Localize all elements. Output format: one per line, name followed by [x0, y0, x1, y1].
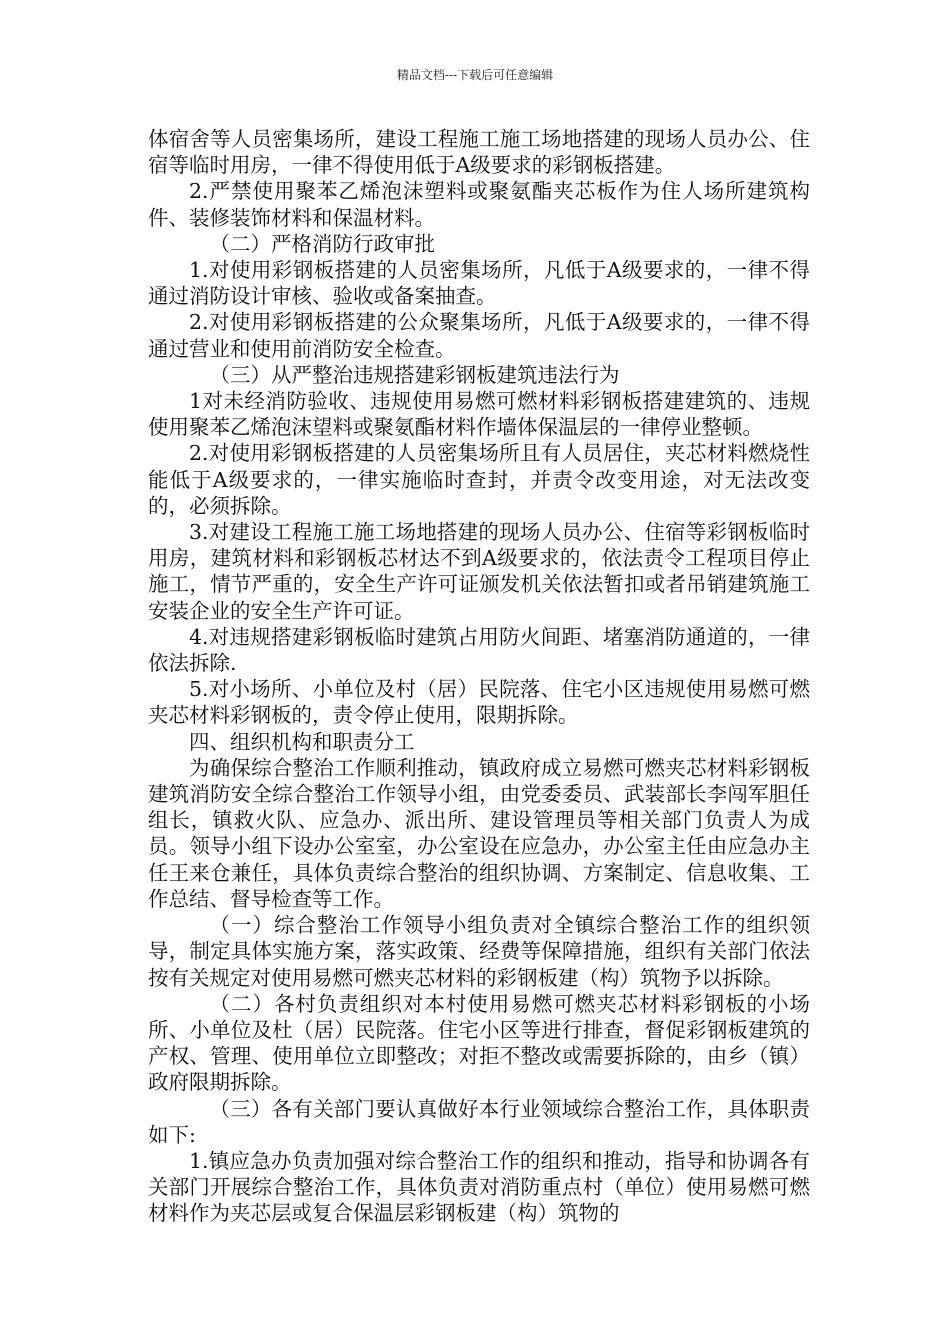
- paragraph: 2.对使用彩钢板搭建的公众聚集场所，凡低于A级要求的，一律不得通过营业和使用前消防安全检查。: [148, 310, 810, 361]
- paragraph: 为确保综合整治工作顺利推动，镇政府成立易燃可燃夹芯材料彩钢板建筑消防安全综合整治工作领导小组，由党委委员、武装部长李闯军胆任组长，镇救火队、应急办、派出所、建设管理员等相关部门负责人为成员。领导小组下设办公室室，办公室设在应急办，办公室主任由应急办主任王来仓兼任，具体负责综合整治的组织协调、方案制定、信息收集、工作总结、督导检查等工作。: [148, 755, 810, 911]
- paragraph: （三）各有关部门要认真做好本行业领域综合整治工作，具体职责如下:: [148, 1096, 810, 1147]
- paragraph: 2.严禁使用聚苯乙烯泡沫塑料或聚氨酯夹芯板作为住人场所建筑构件、装修装饰材料和保温材料。: [148, 179, 810, 230]
- page-header: 精品文档---下载后可任意编辑: [396, 68, 554, 82]
- paragraph: 2.对使用彩钢板搭建的人员密集场所且有人员居住，夹芯材料燃烧性能低于A级要求的，一律实施临时查封，并责令改变用途，对无法改变的，必须拆除。: [148, 441, 810, 518]
- paragraph: 5.对小场所、小单位及村（居）民院落、住宅小区违规使用易燃可燃夹芯材料彩钢板的，责令停止使用，限期拆除。: [148, 677, 810, 728]
- paragraph: （二）严格消防行政审批: [209, 231, 435, 256]
- paragraph: 四、组织机构和职责分工: [189, 729, 415, 754]
- paragraph: （一）综合整治工作领导小组负责对全镇综合整治工作的组织领导，制定具体实施方案，落实政策、经费等保障措施，组织有关部门依法按有关规定对使用易燃可燃夹芯材料的彩钢板建（构）筑物予以拆除。: [148, 913, 810, 990]
- paragraph: 1.镇应急办负责加强对综合整治工作的组织和推动，指导和协调各有关部门开展综合整治工作，具体负责对消防重点村（单位）使用易燃可燃材料作为夹芯层或复合保温层彩钢板建（构）筑物的: [148, 1148, 810, 1226]
- paragraph: 体宿舍等人员密集场所，建设工程施工施工场地搭建的现场人员办公、住宿等临时用房，一律不得使用低于A级要求的彩钢板搭建。: [148, 127, 810, 178]
- paragraph: （三）从严整治违规搭建彩钢板建筑违法行为: [209, 362, 620, 387]
- paragraph: 4.对违规搭建彩钢板临时建筑占用防火间距、堵塞消防通道的，一律依法拆除.: [148, 624, 810, 676]
- paragraph: 1.对使用彩钢板搭建的人员密集场所，凡低于A级要求的，一律不得通过消防设计审核、验收或备案抽查。: [148, 258, 810, 309]
- paragraph: 3.对建设工程施工施工场地搭建的现场人员办公、住宿等彩钢板临时用房，建筑材料和彩钢板芯材达不到A级要求的，依法责令工程项目停止施工，情节严重的，安全生产许可证颁发机关依法暂扣或者吊销建筑施工安装企业的安全生产许可证。: [148, 520, 810, 623]
- paragraph: 1对未经消防验收、违规使用易燃可燃材料彩钢板搭建建筑的、违规使用聚苯乙烯泡沫望料或聚氨酯材料作墙体保温层的一律停业整顿。: [148, 389, 810, 440]
- paragraph: （二）各村负责组织对本村使用易燃可燃夹芯材料彩钢板的小场所、小单位及杜（居）民院落。住宅小区等进行排查，督促彩钢板建筑的产权、管理、使用单位立即整改；对拒不整改或需要拆除的，由乡（镇）政府限期拆除。: [148, 991, 810, 1095]
- document-body: [148, 126, 810, 1227]
